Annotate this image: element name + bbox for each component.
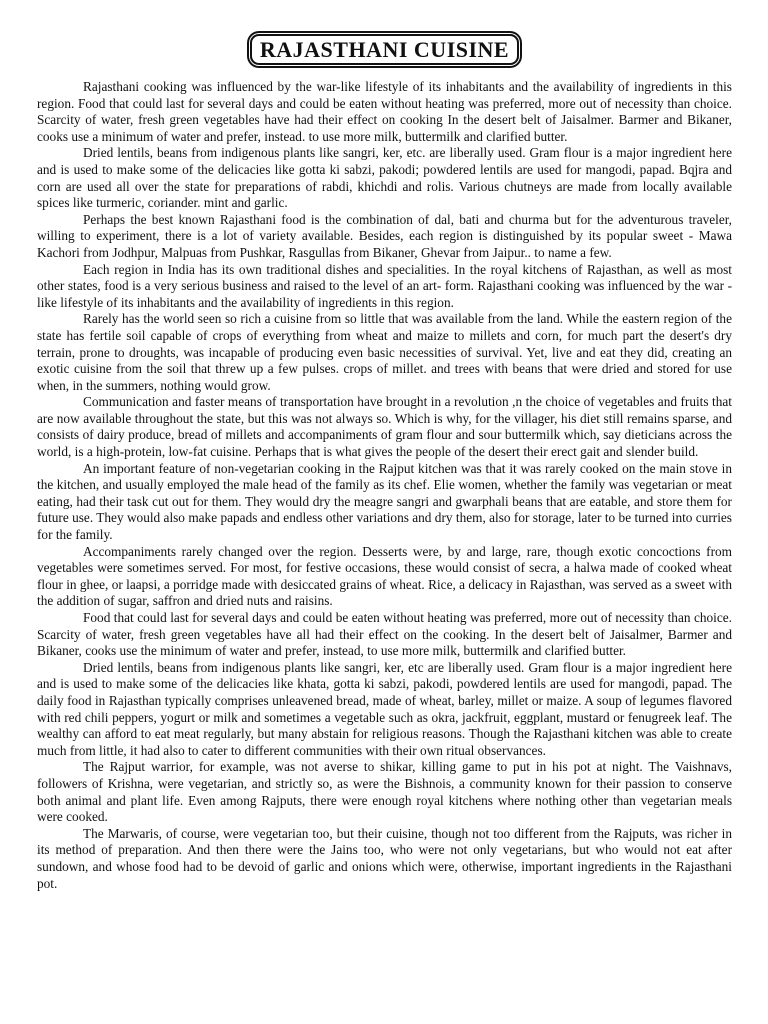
paragraph-11: The Rajput warrior, for example, was not averse to shikar, killing game to put in his pot at night. The Vaishnavs, followers of Krishna, were vegetarian, and strictly so, as were the Bishnois, a community known for their passion to conserve both animal and plant life. Even among Rajputs, there were enough royal kitchens where nothing other than vegetarian meals were cooked. <box>37 759 732 825</box>
article-body <box>37 79 732 892</box>
paragraph-4: Each region in India has its own traditional dishes and specialities. In the royal kitchens of Rajasthan, as well as most other states, food is a very serious business and raised to the level of an art- form. Rajasthani cooking was influenced by the war -like lifestyle of its inhabitants and the availability of ingredients in this region. <box>37 261 732 310</box>
page-title: RAJASTHANI CUISINE <box>250 34 519 65</box>
paragraph-5: Rarely has the world seen so rich a cuisine from so little that was available from the land. While the eastern region of the state has fertile soil capable of crops of everything from wheat and maize to millets and corn, for much part the desert's dry terrain, prone to droughts, was incapable of producing even basic necessities of survival. Yet, live and eat they did, creating an exotic cuisine from the soil that threw up a few pulses. crops of millet. and trees with beans that were dried and stored for use when, in the summers, nothing would grow. <box>37 311 732 393</box>
paragraph-12: The Marwaris, of course, were vegetarian too, but their cuisine, though not too different from the Rajputs, was richer in its method of preparation. And then there were the Jains too, who were not only vegetarians, but who would not eat after sundown, and whose food had to be devoid of garlic and onions which were, otherwise, important ingredients in the Rajasthani pot. <box>37 825 732 891</box>
document-page <box>37 34 732 892</box>
paragraph-1: Rajasthani cooking was influenced by the war-like lifestyle of its inhabitants and the availability of ingredients in this region. Food that could last for several days and could be eaten without heating was preferred, more out of necessity than choice. Scarcity of water, fresh green vegetables have had their effect on cooking In the desert belt of Jaisalmer. Barmer and Bikaner, cooks use a minimum of water and prefer, instead. to use more milk, buttermilk and clarified butter. <box>37 79 732 144</box>
paragraph-7: An important feature of non-vegetarian cooking in the Rajput kitchen was that it was rarely cooked on the main stove in the kitchen, and usually employed the male head of the family as its chef. Elie women, whether the family was vegetarian or meat eating, had their task cut out for them. They would dry the meagre sangri and gwarphali beans that are eatable, and store them for future use. They would also make papads and endless other variations and dry them, also for storage, later to be turned into curries for the family. <box>37 460 732 543</box>
paragraph-2: Dried lentils, beans from indigenous plants like sangri, ker, etc. are liberally used. Gram flour is a major ingredient here and is used to make some of the delicacies like gotta ki sabzi, pakodi; powdered lentils are used for mangodi, papad. Bqjra and corn are used all over the state for preparations of rabdi, khichdi and rolis. Various chutneys are made from locally available spices like turmeric, coriander. mint and garlic. <box>37 145 732 211</box>
paragraph-6: Communication and faster means of transportation have brought in a revolution ,n the choice of vegetables and fruits that are now available throughout the state, but this was not always so. Which is why, for the villager, his diet still remains sparse, and consists of dairy produce, bread of millets and accompaniments of gram flour and sour buttermilk which, say dieticians across the world, is a high-protein, low-fat cuisine. Perhaps that is what gives the people of the desert their erect gait and slender build. <box>37 394 732 460</box>
paragraph-10: Dried lentils, beans from indigenous plants like sangri, ker, etc are liberally used. Gram flour is a major ingredient here and is used to make some of the delicacies like khata, gotta ki sabzi, pakodi, powdered lentils are used for mangodi, papad. The daily food in Rajasthan typically comprises unleavened bread, made of wheat, barley, millet or maize. A soup of legumes flavored with red chili peppers, yogurt or milk and sometimes a vegetable such as okra, jackfruit, eggplant, mustard or fenugreek leaf. The wealthy can afford to eat meat regularly, but many abstain for religious reasons. Though the Rajasthani kitchen was able to create much from little, it had also to cater to different communities with their own ritual observances. <box>37 659 732 758</box>
paragraph-8: Accompaniments rarely changed over the region. Desserts were, by and large, rare, though exotic concoctions from vegetables were sometimes served. For most, for festive occasions, these would consist of secra, a halwa made of cooked wheat flour in ghee, or laapsi, a porridge made with desiccated grains of wheat. Rice, a delicacy in Rajasthan, was served as a sweet with the addition of sugar, saffron and dried nuts and raisins. <box>37 543 732 609</box>
paragraph-9: Food that could last for several days and could be eaten without heating was preferred, more out of necessity than choice. Scarcity of water, fresh green vegetables have all had their effect on the cooking. In the desert belt of Jaisalmer, Barmer and Bikaner, cooks use the minimum of water and prefer, instead, to use more milk, buttermilk and clarified butter. <box>37 610 732 659</box>
paragraph-3: Perhaps the best known Rajasthani food is the combination of dal, bati and churma but for the adventurous traveler, willing to experiment, there is a lot of variety available. Besides, each region is distinguished by its popular sweet - Mawa Kachori from Jodhpur, Malpuas from Pushkar, Rasgullas from Bikaner, Ghevar from Jaipur.. to name a few. <box>37 211 732 260</box>
title-container <box>37 34 732 65</box>
